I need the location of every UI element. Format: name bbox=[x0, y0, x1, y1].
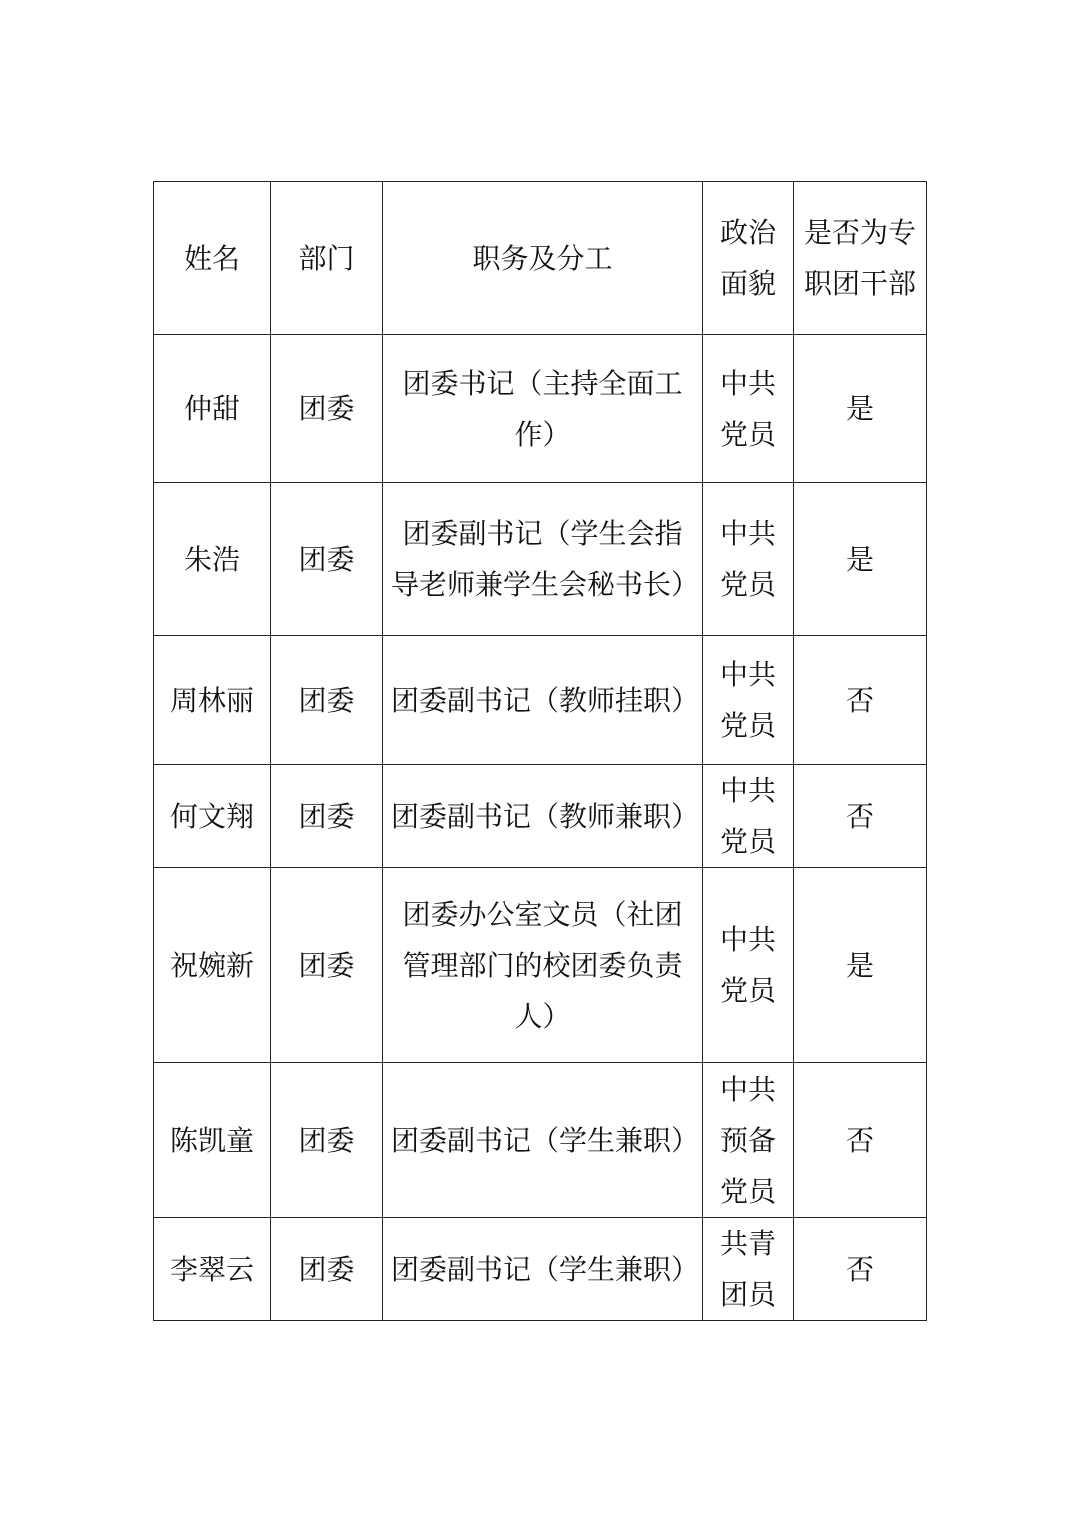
cell-fulltime: 否 bbox=[794, 1218, 927, 1321]
cell-name: 何文翔 bbox=[154, 765, 271, 868]
cell-dept: 团委 bbox=[271, 1218, 383, 1321]
table-row bbox=[154, 1063, 927, 1218]
cell-duty: 团委副书记（教师挂职） bbox=[383, 636, 703, 765]
table-row bbox=[154, 636, 927, 765]
table-row bbox=[154, 483, 927, 636]
cell-name: 李翠云 bbox=[154, 1218, 271, 1321]
cell-duty: 团委副书记（学生兼职） bbox=[383, 1063, 703, 1218]
cell-fulltime: 是 bbox=[794, 335, 927, 483]
cell-political: 中共党员 bbox=[703, 868, 794, 1063]
cell-name: 祝婉新 bbox=[154, 868, 271, 1063]
table-row bbox=[154, 1218, 927, 1321]
cell-name: 仲甜 bbox=[154, 335, 271, 483]
cell-dept: 团委 bbox=[271, 483, 383, 636]
cell-dept: 团委 bbox=[271, 765, 383, 868]
cell-dept: 团委 bbox=[271, 335, 383, 483]
cell-fulltime: 否 bbox=[794, 765, 927, 868]
cell-name: 周林丽 bbox=[154, 636, 271, 765]
header-name: 姓名 bbox=[154, 182, 271, 335]
header-duty: 职务及分工 bbox=[383, 182, 703, 335]
cell-political: 中共党员 bbox=[703, 335, 794, 483]
cell-fulltime: 是 bbox=[794, 483, 927, 636]
header-political: 政治面貌 bbox=[703, 182, 794, 335]
table-header-row bbox=[154, 182, 927, 335]
cell-political: 共青团员 bbox=[703, 1218, 794, 1321]
cell-political: 中共党员 bbox=[703, 765, 794, 868]
cell-duty: 团委办公室文员（社团管理部门的校团委负责人） bbox=[383, 868, 703, 1063]
cell-political: 中共预备党员 bbox=[703, 1063, 794, 1218]
header-dept: 部门 bbox=[271, 182, 383, 335]
cell-dept: 团委 bbox=[271, 636, 383, 765]
table-row bbox=[154, 765, 927, 868]
table-row bbox=[154, 335, 927, 483]
cell-duty: 团委副书记（教师兼职） bbox=[383, 765, 703, 868]
cell-name: 陈凯童 bbox=[154, 1063, 271, 1218]
cell-fulltime: 否 bbox=[794, 1063, 927, 1218]
cell-duty: 团委书记（主持全面工作） bbox=[383, 335, 703, 483]
header-fulltime: 是否为专职团干部 bbox=[794, 182, 927, 335]
cell-political: 中共党员 bbox=[703, 483, 794, 636]
cell-political: 中共党员 bbox=[703, 636, 794, 765]
cell-dept: 团委 bbox=[271, 868, 383, 1063]
cell-duty: 团委副书记（学生兼职） bbox=[383, 1218, 703, 1321]
cell-fulltime: 是 bbox=[794, 868, 927, 1063]
cell-name: 朱浩 bbox=[154, 483, 271, 636]
cell-dept: 团委 bbox=[271, 1063, 383, 1218]
youth-league-staff-table bbox=[153, 181, 927, 1321]
table-row bbox=[154, 868, 927, 1063]
cell-duty: 团委副书记（学生会指导老师兼学生会秘书长） bbox=[383, 483, 703, 636]
cell-fulltime: 否 bbox=[794, 636, 927, 765]
